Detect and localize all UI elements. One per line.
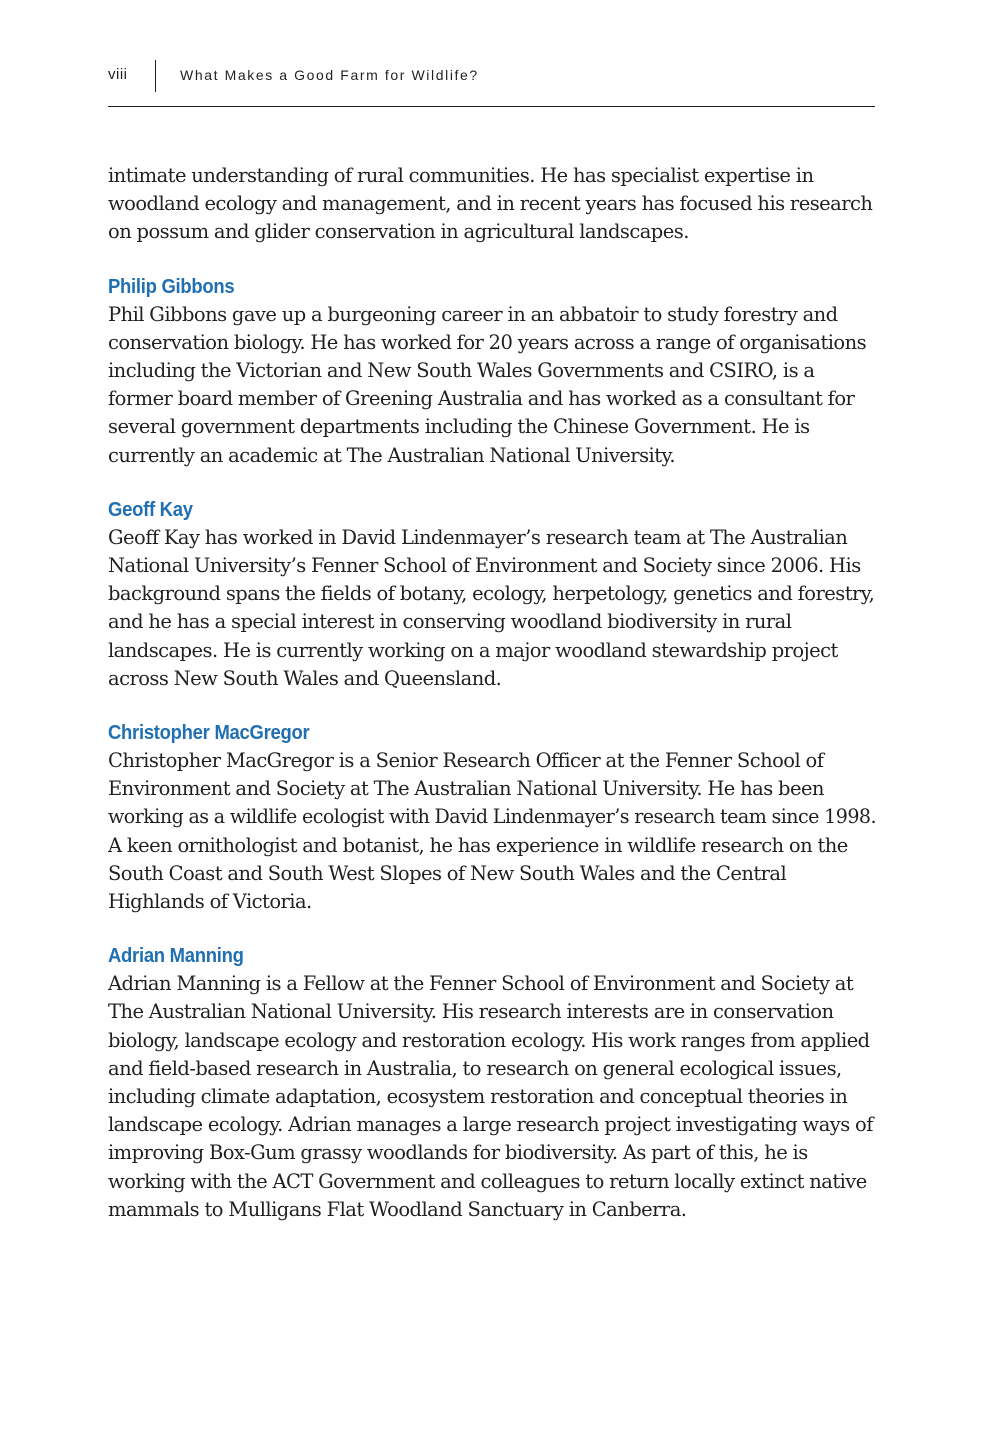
contributors-body bbox=[108, 162, 878, 1224]
paragraph-line: working as a wildlife ecologist with David Lindenmayer’s research team since 1998. bbox=[108, 805, 877, 829]
paragraph-line: Phil Gibbons gave up a burgeoning career in an abbatoir to study forestry and bbox=[108, 302, 838, 326]
paragraph-line: including climate adaptation, ecosystem restoration and conceptual theories in bbox=[108, 1085, 848, 1109]
paragraph-line: background spans the fields of botany, ecology, herpetology, genetics and forestry, bbox=[108, 582, 875, 606]
contributor-entry-adrian-manning bbox=[108, 942, 878, 1224]
book-title: What Makes a Good Farm for Wildlife? bbox=[180, 67, 479, 83]
paragraph-line: conservation biology. He has worked for 20 years across a range of organisations bbox=[108, 330, 867, 354]
running-header bbox=[108, 60, 875, 107]
paragraph-line: biology, landscape ecology and restoration ecology. His work ranges from applied bbox=[108, 1028, 870, 1052]
paragraph-line: on possum and glider conservation in agricultural landscapes. bbox=[108, 220, 689, 244]
contributor-entry-philip-gibbons bbox=[108, 273, 878, 470]
paragraph-line: and he has a special interest in conserving woodland biodiversity in rural bbox=[108, 610, 792, 634]
paragraph-line: mammals to Mulligans Flat Woodland Sanctuary in Canberra. bbox=[108, 1197, 687, 1221]
intro-paragraph bbox=[108, 162, 878, 247]
contributor-name: Philip Gibbons bbox=[108, 274, 235, 298]
contributor-bio bbox=[108, 524, 878, 693]
paragraph-line: currently an academic at The Australian National University. bbox=[108, 443, 676, 467]
paragraph-line: intimate understanding of rural communities. He has specialist expertise in bbox=[108, 164, 814, 187]
paragraph-line: improving Box-Gum grassy woodlands for biodiversity. As part of this, he is bbox=[108, 1141, 808, 1165]
paragraph-line: landscapes. He is currently working on a major woodland stewardship project bbox=[108, 638, 838, 662]
contributor-bio bbox=[108, 970, 878, 1224]
paragraph-line: The Australian National University. His research interests are in conservation bbox=[108, 1000, 834, 1024]
page-number: viii bbox=[108, 66, 128, 83]
header-divider bbox=[155, 60, 156, 92]
paragraph-line: South Coast and South West Slopes of New South Wales and the Central bbox=[108, 861, 787, 885]
paragraph-line: former board member of Greening Australia and has worked as a consultant for bbox=[108, 387, 855, 411]
paragraph-line: Geoff Kay has worked in David Lindenmayer’s research team at The Australian bbox=[108, 525, 848, 549]
paragraph-line: Christopher MacGregor is a Senior Research Officer at the Fenner School of bbox=[108, 749, 824, 773]
paragraph-line: working with the ACT Government and colleagues to return locally extinct native bbox=[108, 1169, 867, 1193]
paragraph-line: Adrian Manning is a Fellow at the Fenner School of Environment and Society at bbox=[108, 972, 854, 996]
contributor-bio bbox=[108, 301, 878, 470]
paragraph-line: National University’s Fenner School of Environment and Society since 2006. His bbox=[108, 554, 861, 578]
paragraph-line: Environment and Society at The Australian National University. He has been bbox=[108, 777, 824, 801]
paragraph-line: and field-based research in Australia, to research on general ecological issues, bbox=[108, 1056, 842, 1080]
paragraph-line: including the Victorian and New South Wales Governments and CSIRO, is a bbox=[108, 359, 815, 383]
paragraph-line: woodland ecology and management, and in recent years has focused his research bbox=[108, 192, 873, 216]
contributor-bio bbox=[108, 747, 878, 916]
contributor-entry-geoff-kay bbox=[108, 496, 878, 693]
contributor-name: Geoff Kay bbox=[108, 497, 193, 521]
paragraph-line: across New South Wales and Queensland. bbox=[108, 666, 502, 690]
contributor-name: Christopher MacGregor bbox=[108, 721, 310, 745]
paragraph-line: landscape ecology. Adrian manages a large research project investigating ways of bbox=[108, 1113, 873, 1137]
paragraph-line: Highlands of Victoria. bbox=[108, 890, 312, 914]
paragraph-line: A keen ornithologist and botanist, he has experience in wildlife research on the bbox=[108, 833, 848, 857]
contributor-name: Adrian Manning bbox=[108, 944, 244, 968]
contributor-entry-christopher-macgregor bbox=[108, 719, 878, 916]
paragraph-line: several government departments including the Chinese Government. He is bbox=[108, 415, 810, 439]
